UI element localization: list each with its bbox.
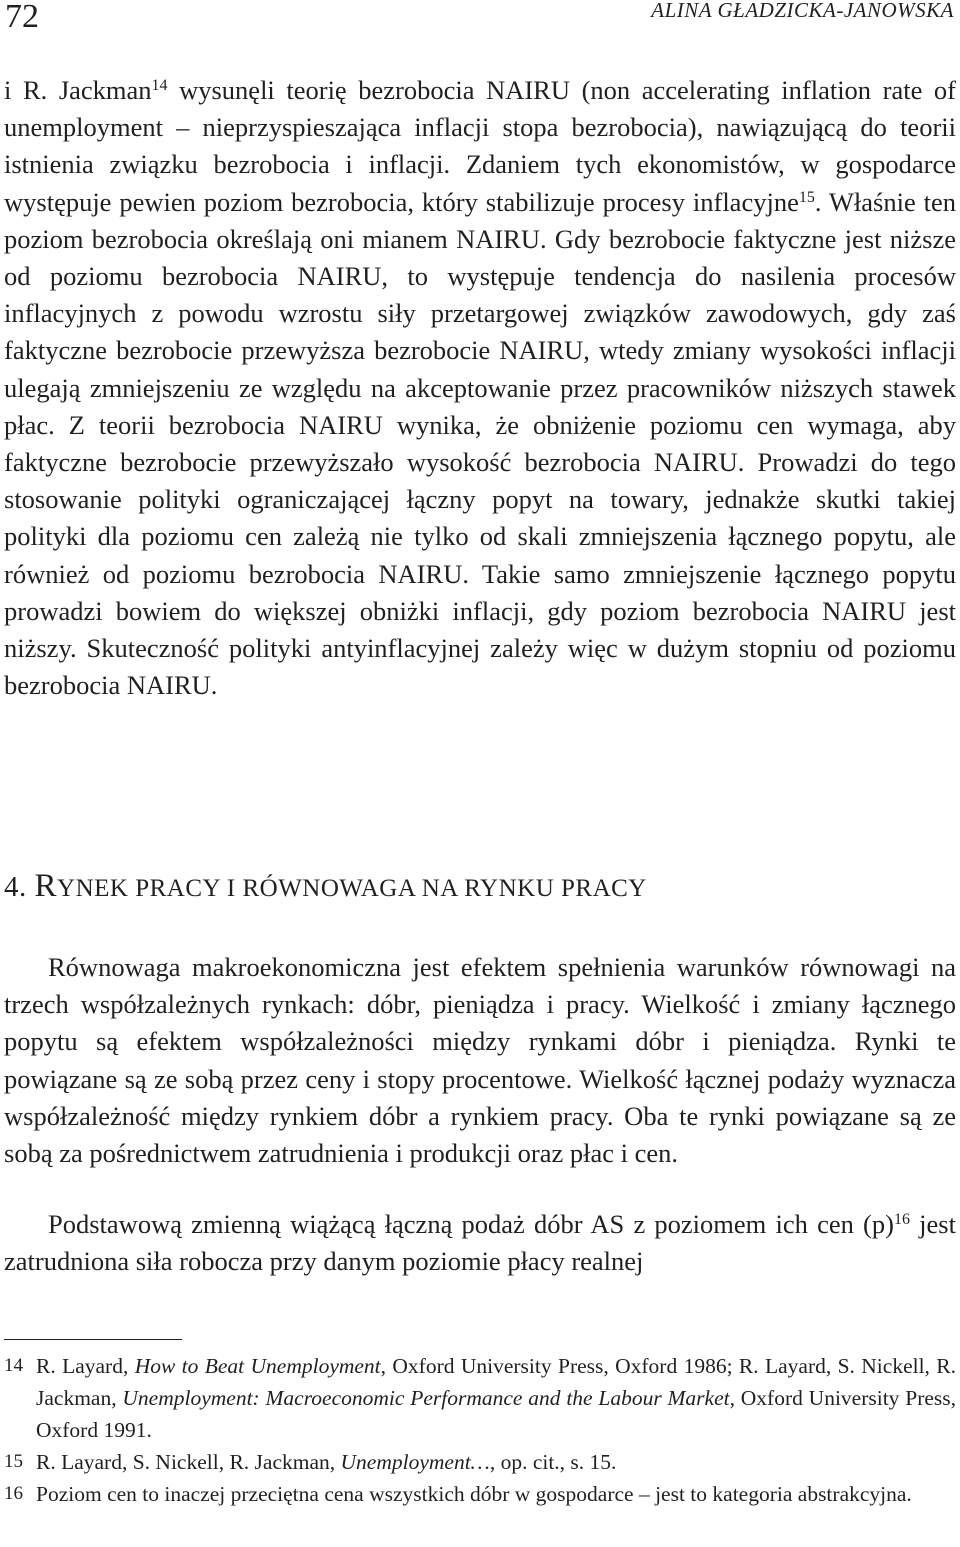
body-paragraph-1	[4, 72, 956, 704]
footnote-14	[4, 1350, 956, 1446]
body-paragraph-2: Równowaga makroekonomiczna jest efektem spełnienia warunków równowagi na trzech współzależnych rynkach: dóbr, pieniądza i pracy. Wielkość i zmiany łącznego popytu są efektem współzależności między rynkami dóbr i pieniądza. Rynki te powiązane są ze sobą przez ceny i stopy procentowe. Wielkość łącznej podaży wyznacza współzależność między rynkiem dóbr a rynkiem pracy. Oba te rynki powiązane są ze sobą za pośrednictwem zatrudnienia i produkcji oraz płac i cen.	[4, 952, 956, 1169]
footnotes	[4, 1350, 956, 1510]
paragraph-text: jest zatrudniona siła robocza przy danym poziomie płacy realnej	[4, 1209, 956, 1277]
footnote-divider	[4, 1339, 182, 1340]
footnote-book-title: Unemployment: Macroeconomic Performance and the Labour Market	[122, 1386, 730, 1410]
footnote-ref-16: 16	[893, 1211, 910, 1228]
footnote-text	[36, 1446, 956, 1478]
paragraph-text: . Właśnie ten poziom bezrobocia określają oni mianem NAIRU. Gdy bezrobocie faktyczne jest niższe od poziomu bezrobocia NAIRU, to występuje tendencja do nasilenia procesów inflacyjnych z powodu wzrostu siły przetargowej związków zawodowych, gdy zaś faktyczne bezrobocie przewyższa bezrobocie NAIRU, wtedy zmiany wysokości inflacji ulegają zmniejszeniu ze względu na akceptowanie przez pracowników niższych stawek płac. Z teorii bezrobocia NAIRU wynika, że obniżenie poziomu cen wymaga, aby faktyczne bezrobocie przewyższało wysokość bezrobocia NAIRU. Prowadzi do tego stosowanie polityki ograniczającej łączny popyt na towary, jednakże skutki takiej polityki dla poziomu cen zależą nie tylko od skali zmniejszenia łącznego popytu, ale również od poziomu bezrobocia NAIRU. Takie samo zmniejszenie łącznego popytu prowadzi bowiem do większej obniżki inflacji, gdy poziom bezrobocia NAIRU jest niższy. Skuteczność polityki antyinflacyjnej zależy więc w dużym stopniu od poziomu bezrobocia NAIRU.	[4, 186, 956, 701]
section-heading	[4, 868, 647, 905]
footnote-text-part: R. Layard,	[36, 1354, 135, 1378]
paragraph-text: Podstawową zmienną wiążącą łączną podaż dóbr AS z poziomem ich cen (p)	[48, 1209, 894, 1239]
body-paragraph-3	[4, 1206, 956, 1280]
footnote-number: 15	[4, 1451, 23, 1472]
footnote-text-part: R. Layard, S. Nickell, R. Jackman,	[36, 1450, 341, 1474]
paragraph-text: wysunęli teorię bezrobocia NAIRU (non accelerating inflation rate of unemployment – nieprzyspieszająca inflacji stopa bezrobocia), nawiązującą do teorii istnienia związku bezrobocia i inflacji. Zdaniem tych ekonomistów, w gospodarce występuje pewien poziom bezrobocia, który stabilizuje procesy inflacyjne	[4, 75, 956, 217]
paragraph-text: i R. Jackman	[4, 75, 152, 105]
footnote-ref-15: 15	[798, 188, 815, 206]
footnote-text: Poziom cen to inaczej przeciętna cena wszystkich dóbr w gospodarce – jest to kategoria abstrakcyjna.	[36, 1482, 912, 1506]
footnote-text-part: , Oxford University Press, Oxford 1986; R. Layard, S. Nickell, R. Jackman,	[36, 1354, 957, 1410]
footnote-text-part: , Oxford University Press, Oxford 1991.	[36, 1386, 956, 1442]
footnote-15	[4, 1446, 956, 1478]
footnote-16	[4, 1478, 956, 1510]
footnote-number: 16	[4, 1483, 23, 1504]
section-title: YNEK PRACY I RÓWNOWAGA NA RYNKU PRACY	[57, 875, 647, 902]
page-number: 72	[5, 0, 39, 35]
section-number: 4.	[4, 871, 35, 903]
footnote-text-part: , op. cit., s. 15.	[489, 1450, 617, 1474]
footnote-book-title: Unemployment…	[340, 1450, 490, 1474]
footnote-ref-14: 14	[151, 77, 168, 94]
footnote-number: 14	[4, 1355, 23, 1376]
footnote-book-title: How to Beat Unemployment	[134, 1354, 381, 1378]
section-title-initial: R	[34, 868, 58, 904]
footnote-text	[36, 1350, 956, 1446]
running-header-author: ALINA GŁADZICKA-JANOWSKA	[651, 0, 954, 22]
